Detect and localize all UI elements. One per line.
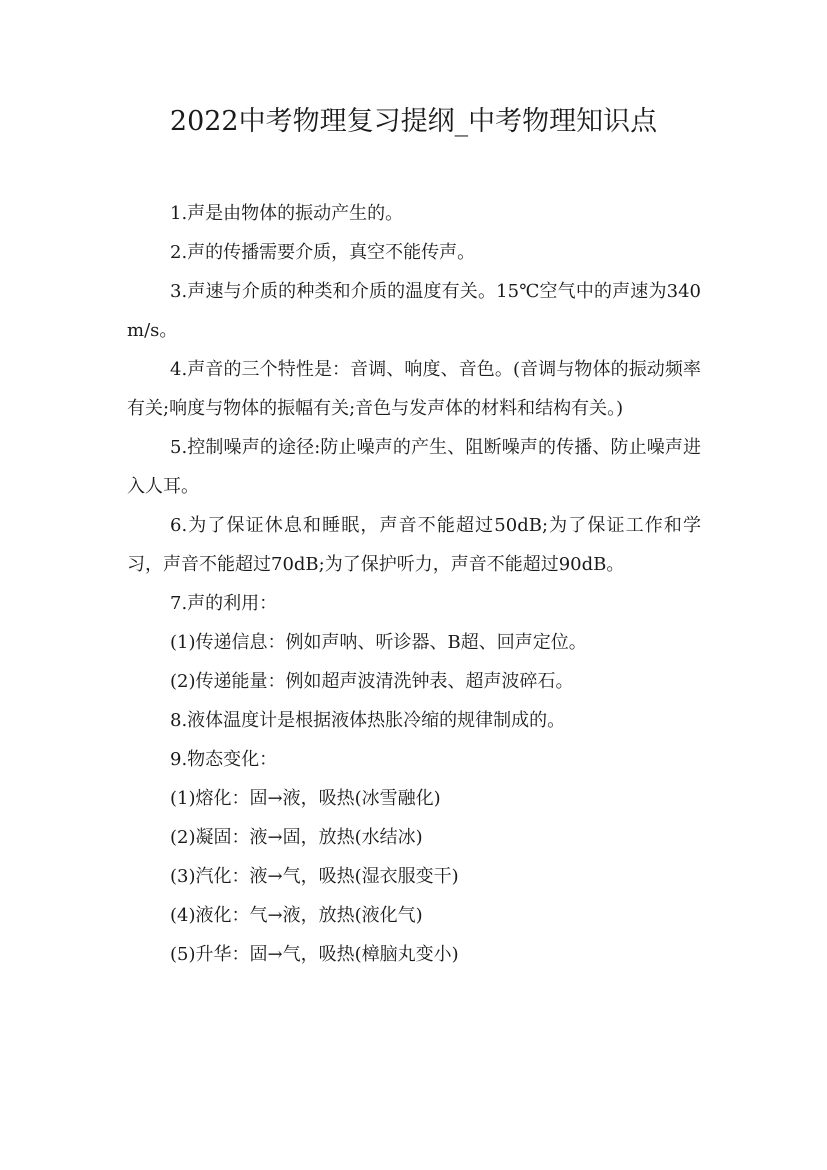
paragraph-4: 4.声音的三个特性是：音调、响度、音色。(音调与物体的振动频率有关;响度与物体的振幅有关;音色与发声体的材料和结构有关。) [127,359,701,419]
paragraph-9-4: (4)液化：气→液，放热(液化气) [170,905,423,926]
paragraph-5: 5.控制噪声的途径:防止噪声的产生、阻断噪声的传播、防止噪声进入人耳。 [127,437,701,497]
paragraph-1: 1.声是由物体的振动产生的。 [170,203,404,224]
document-body [127,194,701,974]
paragraph-7: 7.声的利用： [170,593,278,614]
paragraph-9-3: (3)汽化：液→气，吸热(湿衣服变干) [170,866,459,887]
paragraph-8: 8.液体温度计是根据液体热胀冷缩的规律制成的。 [170,710,566,731]
paragraph-9-5: (5)升华：固→气，吸热(樟脑丸变小) [170,944,459,965]
paragraph-9-2: (2)凝固：液→固，放热(水结冰) [170,827,423,848]
paragraph-9: 9.物态变化： [170,749,278,770]
paragraph-9-1: (1)熔化：固→液，吸热(冰雪融化) [170,788,441,809]
document-title: 2022中考物理复习提纲_中考物理知识点 [169,106,658,137]
paragraph-7-1: (1)传递信息：例如声呐、听诊器、B超、回声定位。 [170,632,587,653]
paragraph-3: 3.声速与介质的种类和介质的温度有关。15℃空气中的声速为340m/s。 [127,281,701,341]
paragraph-6: 6.为了保证休息和睡眠，声音不能超过50dB;为了保证工作和学习，声音不能超过70dB;为了保护听力，声音不能超过90dB。 [127,515,701,575]
paragraph-2: 2.声的传播需要介质，真空不能传声。 [170,242,476,263]
paragraph-7-2: (2)传递能量：例如超声波清洗钟表、超声波碎石。 [170,671,574,692]
